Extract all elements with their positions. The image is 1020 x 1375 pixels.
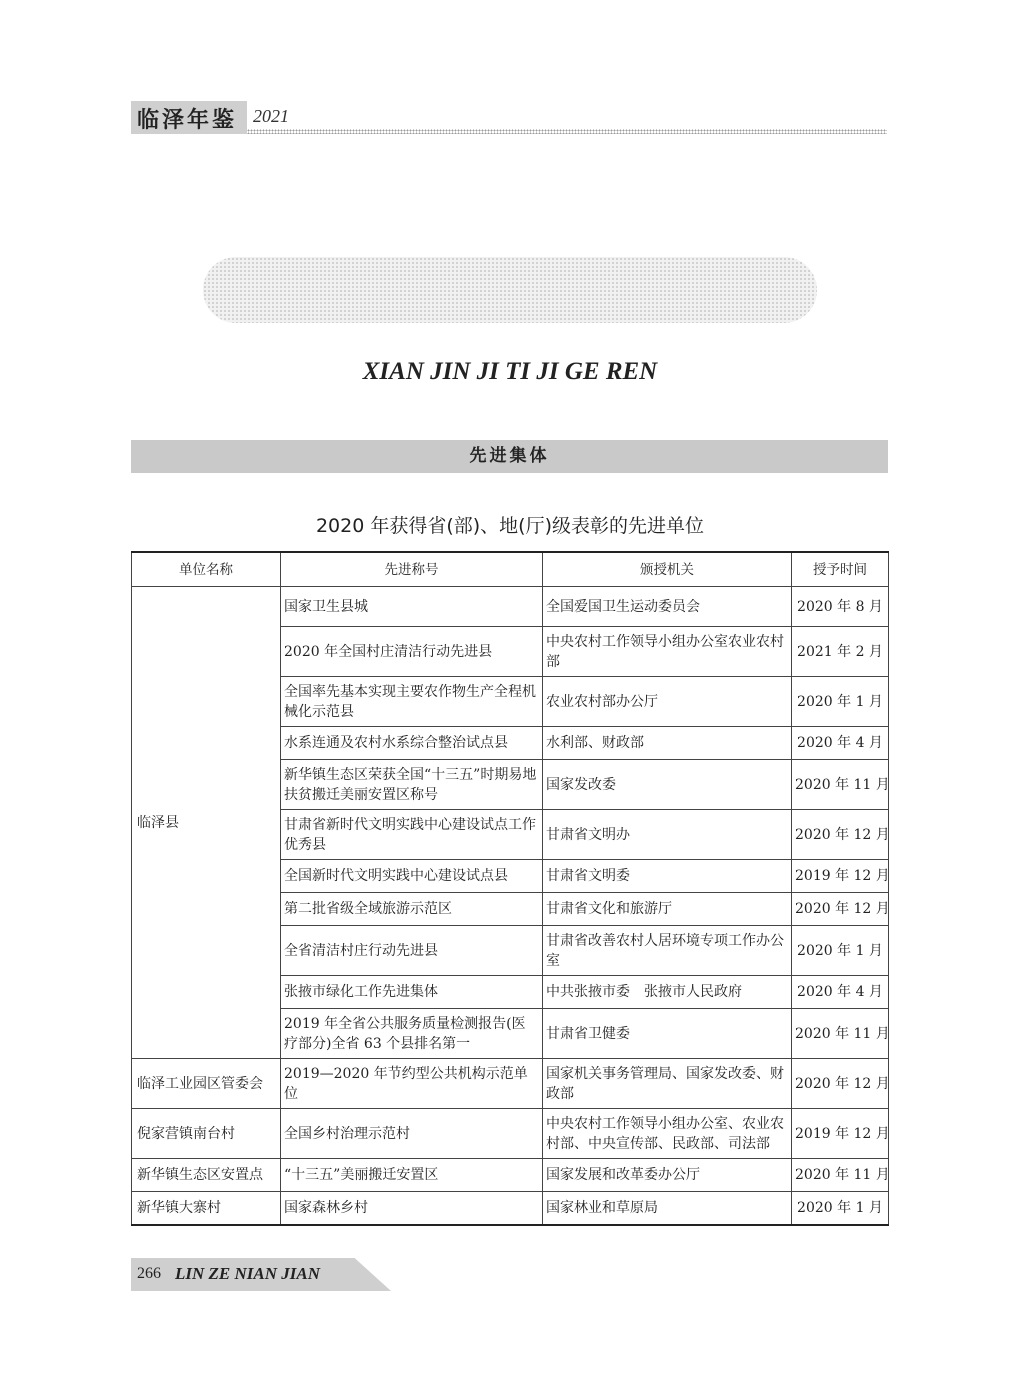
book-title: 临泽年鉴 [137,108,238,133]
date-cell: 2020 年 1 月 [792,677,889,727]
table-row [132,1159,889,1192]
title-cell: 第二批省级全域旅游示范区 [281,893,543,926]
date-cell: 2020 年 12 月 [792,810,889,860]
title-cell: 全省清洁村庄行动先进县 [281,926,543,976]
authority-cell: 中央农村工作领导小组办公室、农业农村部、中央宣传部、民政部、司法部 [543,1109,792,1159]
decorative-banner [203,257,817,323]
title-cell: 新华镇生态区荣获全国“十三五”时期易地扶贫搬迁美丽安置区称号 [281,760,543,810]
date-cell: 2019 年 12 月 [792,1109,889,1159]
header-dotted-rule [247,129,887,134]
date-cell: 2020 年 11 月 [792,1009,889,1059]
chapter-romanized-title: XIAN JIN JI TI JI GE REN [362,358,658,385]
unit-cell: 新华镇大寨村 [132,1192,281,1225]
authority-cell: 水利部、财政部 [543,727,792,760]
table-title: 2020 年获得省(部)、地(厅)级表彰的先进单位 [315,515,705,537]
footer-book-name: LIN ZE NIAN JIAN [175,1264,320,1283]
table-body [132,587,889,1225]
title-cell: 国家森林乡村 [281,1192,543,1225]
date-cell: 2020 年 12 月 [792,1059,889,1109]
date-cell: 2020 年 12 月 [792,893,889,926]
title-cell: 全国率先基本实现主要农作物生产全程机械化示范县 [281,677,543,727]
title-cell: 2019—2020 年节约型公共机构示范单位 [281,1059,543,1109]
authority-cell: 全国爱国卫生运动委员会 [543,587,792,627]
section-title: 先进集体 [131,440,888,473]
authority-cell: 甘肃省文化和旅游厅 [543,893,792,926]
date-cell: 2020 年 11 月 [792,760,889,810]
date-cell: 2020 年 11 月 [792,1159,889,1192]
authority-cell: 农业农村部办公厅 [543,677,792,727]
table-row [132,1192,889,1225]
date-cell: 2020 年 4 月 [792,727,889,760]
title-cell: 全国新时代文明实践中心建设试点县 [281,860,543,893]
date-cell: 2019 年 12 月 [792,860,889,893]
authority-cell: 中共张掖市委 张掖市人民政府 [543,976,792,1009]
authority-cell: 中央农村工作领导小组办公室农业农村部 [543,627,792,677]
column-header-authority: 颁授机关 [543,552,792,587]
column-header-title: 先进称号 [281,552,543,587]
title-cell: 甘肃省新时代文明实践中心建设试点工作优秀县 [281,810,543,860]
unit-cell: 临泽县 [132,587,281,1059]
title-cell: 张掖市绿化工作先进集体 [281,976,543,1009]
table-row [132,1109,889,1159]
awards-table [131,551,889,1226]
date-cell: 2020 年 1 月 [792,1192,889,1225]
table-row [132,1059,889,1109]
authority-cell: 国家发改委 [543,760,792,810]
unit-cell: 倪家营镇南台村 [132,1109,281,1159]
authority-cell: 国家机关事务管理局、国家发改委、财政部 [543,1059,792,1109]
title-cell: “十三五”美丽搬迁安置区 [281,1159,543,1192]
title-cell: 国家卫生县城 [281,587,543,627]
title-cell: 2019 年全省公共服务质量检测报告(医疗部分)全省 63 个县排名第一 [281,1009,543,1059]
authority-cell: 甘肃省改善农村人居环境专项工作办公室 [543,926,792,976]
date-cell: 2020 年 4 月 [792,976,889,1009]
unit-cell: 临泽工业园区管委会 [132,1059,281,1109]
date-cell: 2020 年 8 月 [792,587,889,627]
table-row [132,587,889,627]
title-cell: 全国乡村治理示范村 [281,1109,543,1159]
authority-cell: 甘肃省卫健委 [543,1009,792,1059]
authority-cell: 甘肃省文明办 [543,810,792,860]
title-cell: 2020 年全国村庄清洁行动先进县 [281,627,543,677]
column-header-unit: 单位名称 [132,552,281,587]
authority-cell: 国家发展和改革委办公厅 [543,1159,792,1192]
unit-cell: 新华镇生态区安置点 [132,1159,281,1192]
page-number: 266 [137,1265,161,1282]
column-header-date: 授予时间 [792,552,889,587]
book-year: 2021 [253,106,289,126]
authority-cell: 国家林业和草原局 [543,1192,792,1225]
authority-cell: 甘肃省文明委 [543,860,792,893]
table-header-row [132,552,889,587]
date-cell: 2021 年 2 月 [792,627,889,677]
title-cell: 水系连通及农村水系综合整治试点县 [281,727,543,760]
date-cell: 2020 年 1 月 [792,926,889,976]
